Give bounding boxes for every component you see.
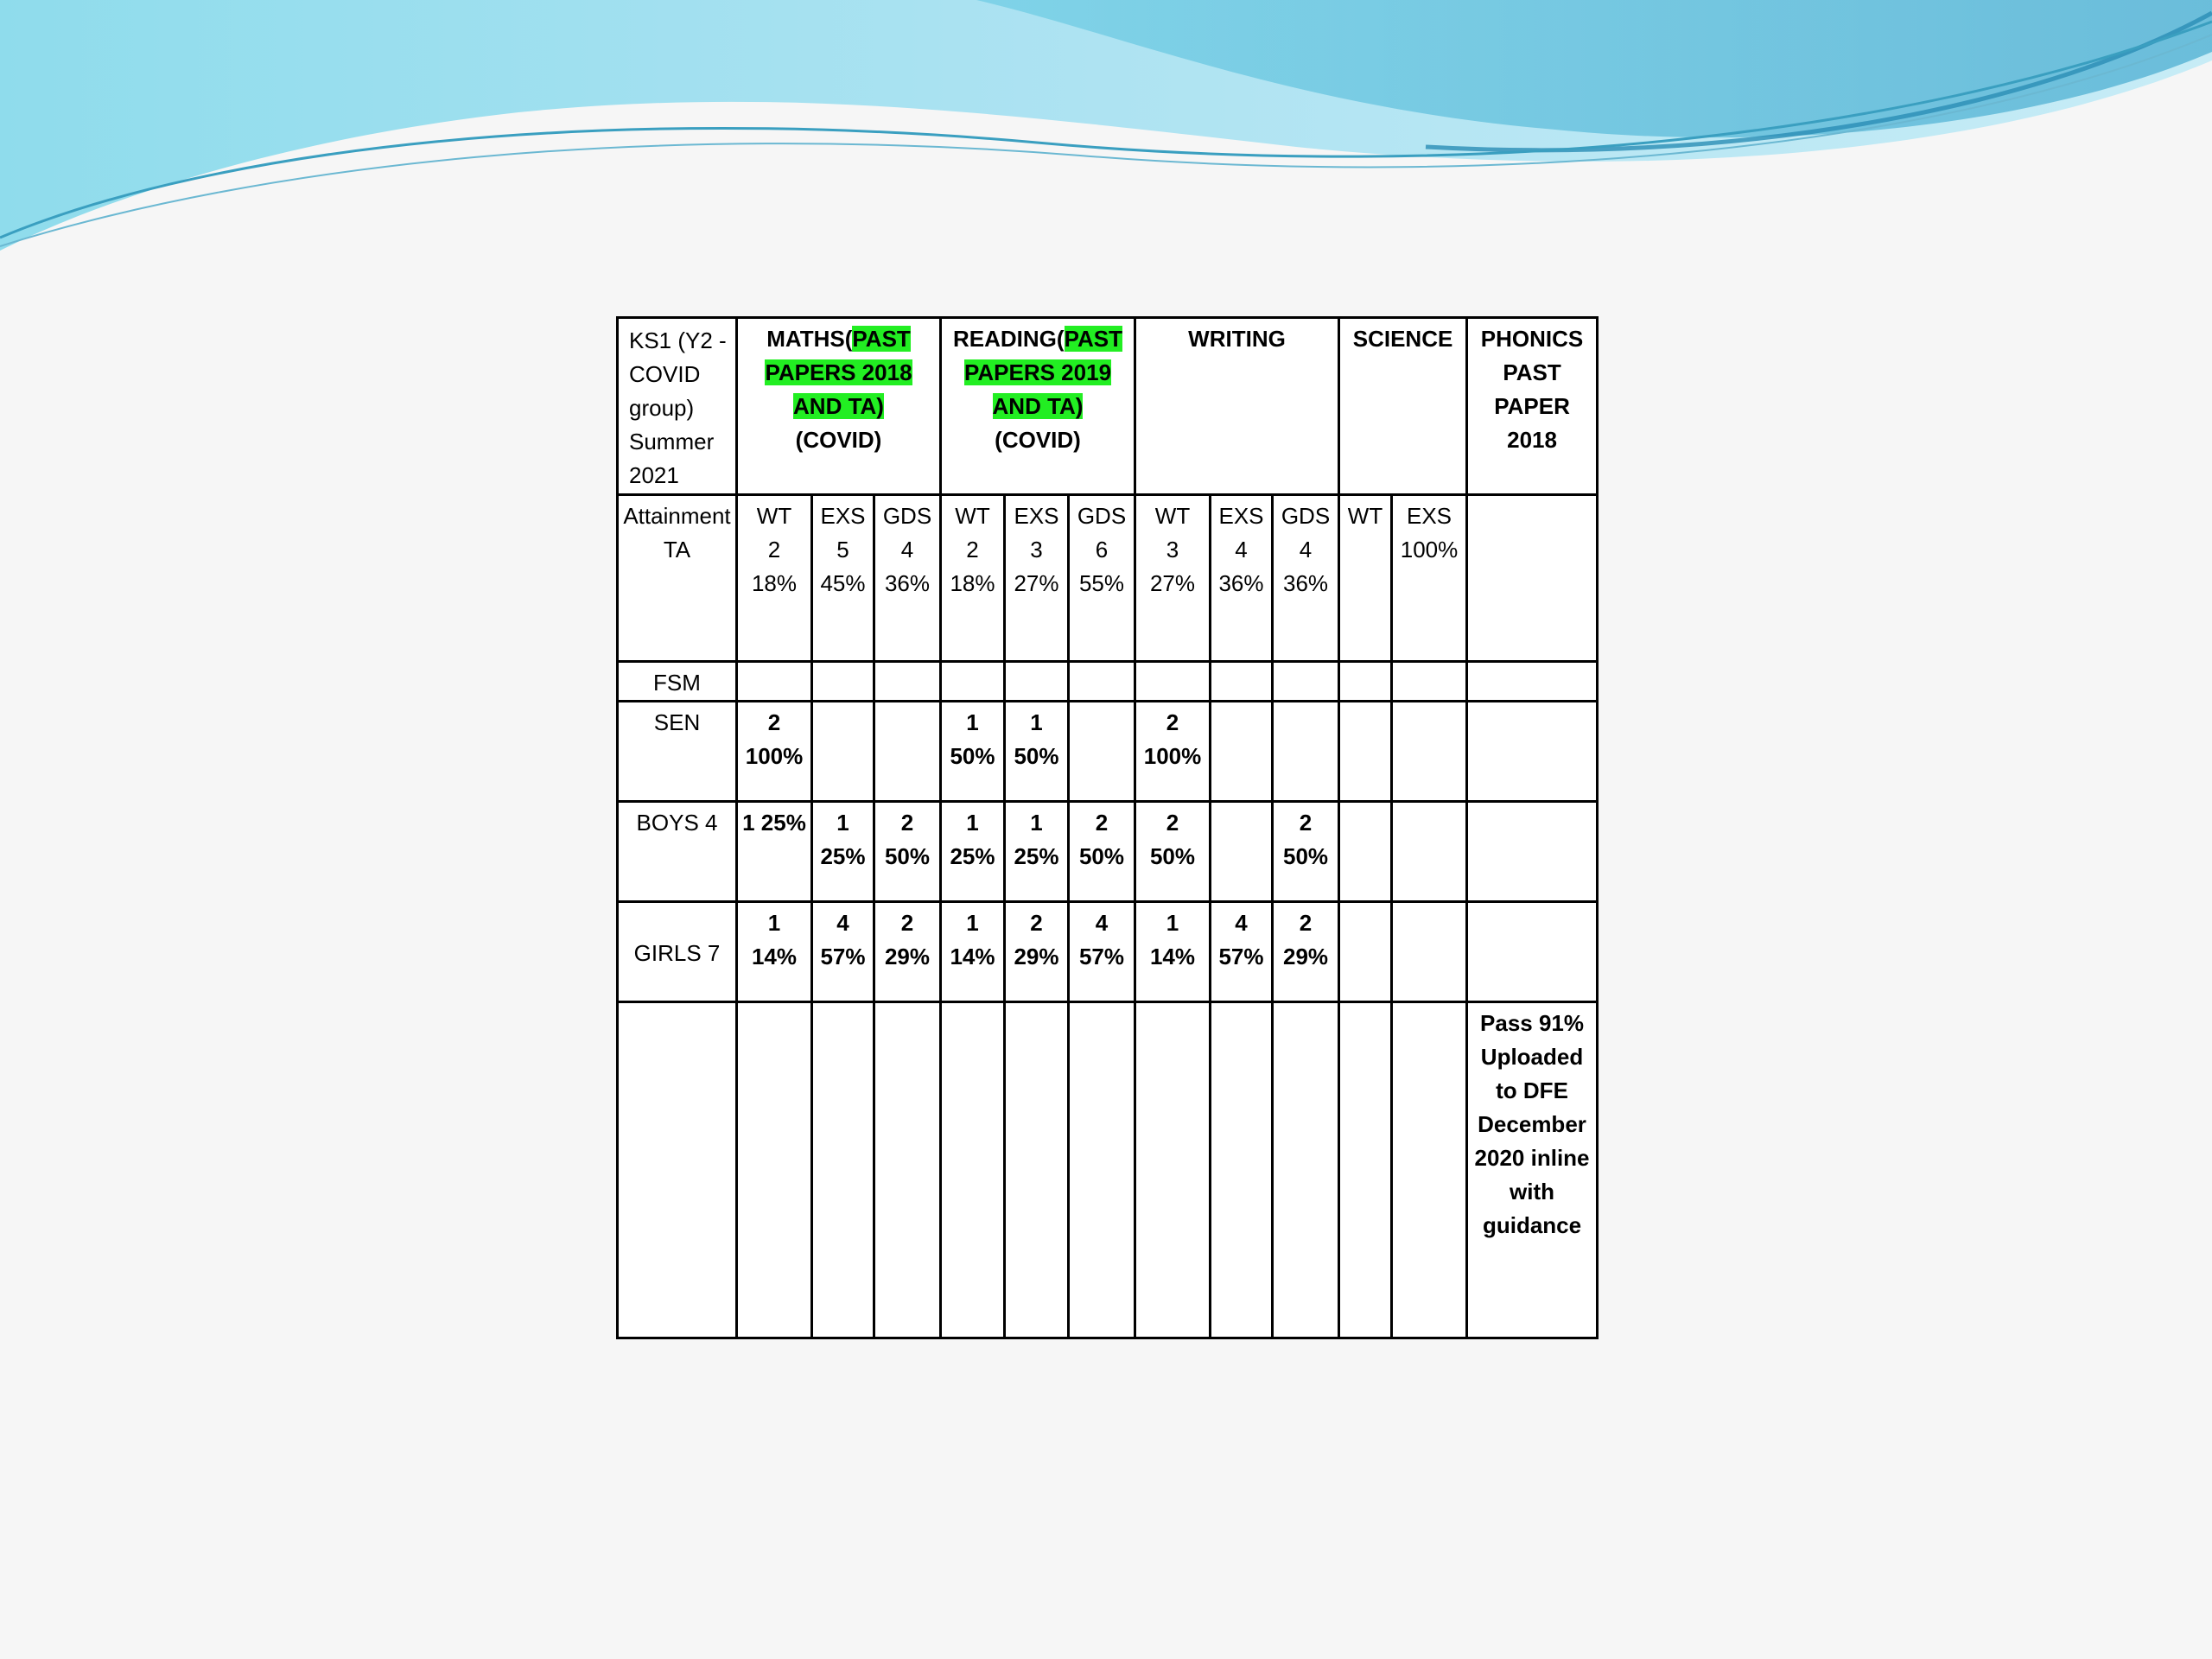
ks1-results-table xyxy=(616,316,1599,1339)
phonics-header: PHONICS PAST PAPER 2018 xyxy=(1467,318,1598,495)
science-exs-cell: EXS 100% xyxy=(1392,495,1467,662)
empty-cell xyxy=(618,1002,737,1338)
table-cell: 1 25% xyxy=(737,802,812,902)
maths-exs-cell: EXS 5 45% xyxy=(812,495,874,662)
table-cell xyxy=(1392,702,1467,802)
table-cell: 1 50% xyxy=(941,702,1005,802)
maths-header-highlight: PAST PAPERS 2018 AND TA) xyxy=(765,326,912,419)
table-cell: 4 57% xyxy=(1069,902,1135,1002)
table-cell: 2 29% xyxy=(1005,902,1069,1002)
row-label: BOYS 4 xyxy=(618,802,737,902)
wave-header-decoration xyxy=(0,0,2212,259)
table-cell xyxy=(737,662,812,702)
table-cell: 2 50% xyxy=(1273,802,1339,902)
phonics-note: Pass 91% Uploaded to DFE December 2020 inline with guidance xyxy=(1467,1002,1598,1338)
table-cell xyxy=(1392,662,1467,702)
empty-cell xyxy=(1211,1002,1273,1338)
table-cell: 1 25% xyxy=(941,802,1005,902)
table-cell: 1 50% xyxy=(1005,702,1069,802)
table-row xyxy=(618,802,1598,902)
table-cell xyxy=(1273,702,1339,802)
reading-gds-cell: GDS 6 55% xyxy=(1069,495,1135,662)
table-cell xyxy=(1211,802,1273,902)
results-table-container xyxy=(616,316,1596,1329)
table-row xyxy=(618,902,1598,1002)
maths-gds-cell: GDS 4 36% xyxy=(874,495,941,662)
table-cell: 4 57% xyxy=(1211,902,1273,1002)
table-cell xyxy=(1135,662,1211,702)
table-cell xyxy=(1273,662,1339,702)
science-wt-cell: WT xyxy=(1339,495,1392,662)
empty-cell xyxy=(1135,1002,1211,1338)
table-cell xyxy=(1069,702,1135,802)
row-label: FSM xyxy=(618,662,737,702)
table-cell xyxy=(1069,662,1135,702)
maths-header-suffix: (COVID) xyxy=(795,427,882,453)
empty-cell xyxy=(1392,1002,1467,1338)
table-cell xyxy=(1392,902,1467,1002)
phonics-attainment-cell xyxy=(1467,495,1598,662)
table-cell: 1 25% xyxy=(812,802,874,902)
writing-gds-cell: GDS 4 36% xyxy=(1273,495,1339,662)
table-cell xyxy=(1467,702,1598,802)
table-row xyxy=(618,1002,1598,1338)
writing-exs-cell: EXS 4 36% xyxy=(1211,495,1273,662)
empty-cell xyxy=(1069,1002,1135,1338)
corner-label: KS1 (Y2 - COVID group) Summer 2021 xyxy=(618,318,737,495)
empty-cell xyxy=(1273,1002,1339,1338)
table-cell xyxy=(1467,662,1598,702)
empty-cell xyxy=(812,1002,874,1338)
table-cell: 2 29% xyxy=(874,902,941,1002)
table-row xyxy=(618,702,1598,802)
reading-header-suffix: (COVID) xyxy=(995,427,1081,453)
table-cell: 2 100% xyxy=(1135,702,1211,802)
table-cell xyxy=(1211,662,1273,702)
maths-wt-cell: WT 2 18% xyxy=(737,495,812,662)
row-label: SEN xyxy=(618,702,737,802)
table-cell xyxy=(1339,802,1392,902)
table-cell xyxy=(1392,802,1467,902)
reading-header-prefix: READING( xyxy=(953,326,1065,352)
table-row xyxy=(618,662,1598,702)
attainment-label: Attainment TA xyxy=(618,495,737,662)
table-cell: 1 25% xyxy=(1005,802,1069,902)
empty-cell xyxy=(941,1002,1005,1338)
table-cell xyxy=(812,702,874,802)
writing-header: WRITING xyxy=(1135,318,1339,495)
table-cell: 2 50% xyxy=(1135,802,1211,902)
table-cell: 2 50% xyxy=(874,802,941,902)
table-cell: 1 14% xyxy=(737,902,812,1002)
reading-exs-cell: EXS 3 27% xyxy=(1005,495,1069,662)
table-cell xyxy=(1467,802,1598,902)
maths-header xyxy=(737,318,941,495)
science-header: SCIENCE xyxy=(1339,318,1467,495)
empty-cell xyxy=(874,1002,941,1338)
table-cell xyxy=(874,702,941,802)
table-cell xyxy=(1467,902,1598,1002)
table-cell: 2 50% xyxy=(1069,802,1135,902)
empty-cell xyxy=(1005,1002,1069,1338)
table-cell xyxy=(1339,902,1392,1002)
empty-cell xyxy=(737,1002,812,1338)
table-cell: 4 57% xyxy=(812,902,874,1002)
reading-header xyxy=(941,318,1135,495)
table-cell: 2 29% xyxy=(1273,902,1339,1002)
reading-header-highlight: PAST PAPERS 2019 AND TA) xyxy=(963,326,1122,419)
row-label: GIRLS 7 xyxy=(618,902,737,1002)
table-cell xyxy=(1211,702,1273,802)
maths-header-prefix: MATHS( xyxy=(766,326,853,352)
reading-wt-cell: WT 2 18% xyxy=(941,495,1005,662)
writing-wt-cell: WT 3 27% xyxy=(1135,495,1211,662)
table-cell: 1 14% xyxy=(1135,902,1211,1002)
table-cell xyxy=(1005,662,1069,702)
empty-cell xyxy=(1339,1002,1392,1338)
table-cell: 1 14% xyxy=(941,902,1005,1002)
table-cell xyxy=(941,662,1005,702)
table-cell xyxy=(812,662,874,702)
table-cell: 2 100% xyxy=(737,702,812,802)
table-cell xyxy=(1339,702,1392,802)
table-cell xyxy=(874,662,941,702)
table-cell xyxy=(1339,662,1392,702)
